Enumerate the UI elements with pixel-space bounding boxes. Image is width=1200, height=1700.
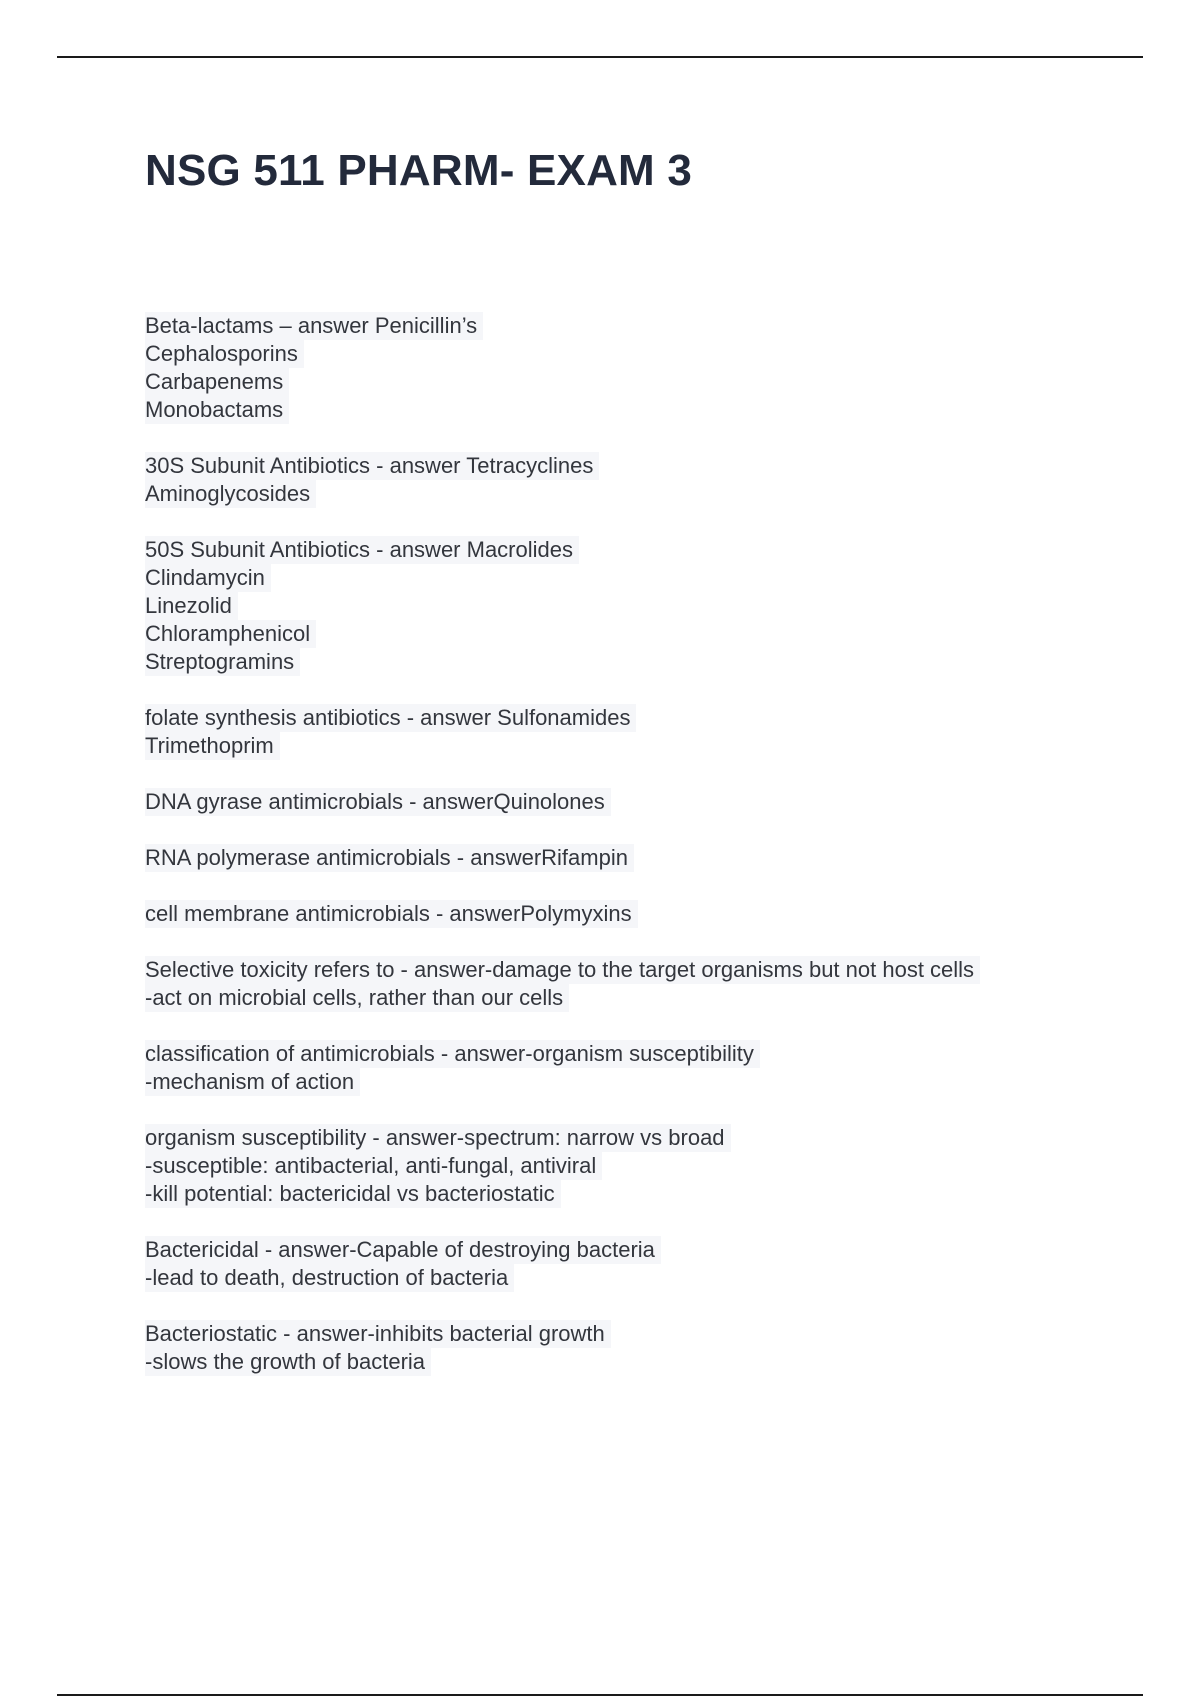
qa-block — [145, 1320, 1095, 1376]
qa-question-line: Bacteriostatic - answer-inhibits bacterial growth — [145, 1320, 611, 1348]
qa-question-line: DNA gyrase antimicrobials - answerQuinolones — [145, 788, 611, 816]
qa-answer-line: Chloramphenicol — [145, 620, 316, 648]
qa-answer-line: Linezolid — [145, 592, 238, 620]
qa-answer-line: -mechanism of action — [145, 1068, 360, 1096]
qa-answer-line: -lead to death, destruction of bacteria — [145, 1264, 514, 1292]
qa-block — [145, 1124, 1095, 1208]
qa-block — [145, 452, 1095, 508]
qa-block — [145, 704, 1095, 760]
qa-question-line: 50S Subunit Antibiotics - answer Macrolides — [145, 536, 579, 564]
qa-block — [145, 1040, 1095, 1096]
qa-question-line: folate synthesis antibiotics - answer Sulfonamides — [145, 704, 636, 732]
qa-answer-line: -act on microbial cells, rather than our cells — [145, 984, 569, 1012]
qa-question-line: Selective toxicity refers to - answer-damage to the target organisms but not host cells — [145, 956, 980, 984]
qa-question-line: organism susceptibility - answer-spectrum: narrow vs broad — [145, 1124, 731, 1152]
qa-answer-line: Aminoglycosides — [145, 480, 316, 508]
qa-answer-line: Streptogramins — [145, 648, 300, 676]
qa-question-line: Bactericidal - answer-Capable of destroying bacteria — [145, 1236, 661, 1264]
qa-block — [145, 312, 1095, 424]
qa-question-line: 30S Subunit Antibiotics - answer Tetracyclines — [145, 452, 599, 480]
qa-answer-line: Monobactams — [145, 396, 289, 424]
qa-question-line: classification of antimicrobials - answer-organism susceptibility — [145, 1040, 760, 1068]
top-rule — [57, 56, 1143, 58]
qa-question-line: Beta-lactams – answer Penicillin’s — [145, 312, 483, 340]
qa-answer-line: Carbapenems — [145, 368, 289, 396]
qa-block — [145, 844, 1095, 872]
qa-answer-line: -kill potential: bactericidal vs bacteriostatic — [145, 1180, 561, 1208]
qa-answer-line: Cephalosporins — [145, 340, 304, 368]
qa-question-line: cell membrane antimicrobials - answerPolymyxins — [145, 900, 638, 928]
qa-block — [145, 900, 1095, 928]
bottom-rule — [57, 1694, 1143, 1696]
document-title: NSG 511 PHARM- EXAM 3 — [145, 146, 693, 195]
qa-answer-line: -slows the growth of bacteria — [145, 1348, 431, 1376]
qa-answer-line: Trimethoprim — [145, 732, 280, 760]
qa-block — [145, 956, 1095, 1012]
qa-answer-line: -susceptible: antibacterial, anti-fungal, antiviral — [145, 1152, 602, 1180]
qa-block — [145, 536, 1095, 676]
qa-block — [145, 1236, 1095, 1292]
qa-question-line: RNA polymerase antimicrobials - answerRifampin — [145, 844, 634, 872]
qa-list — [145, 312, 1095, 1404]
qa-answer-line: Clindamycin — [145, 564, 271, 592]
qa-block — [145, 788, 1095, 816]
